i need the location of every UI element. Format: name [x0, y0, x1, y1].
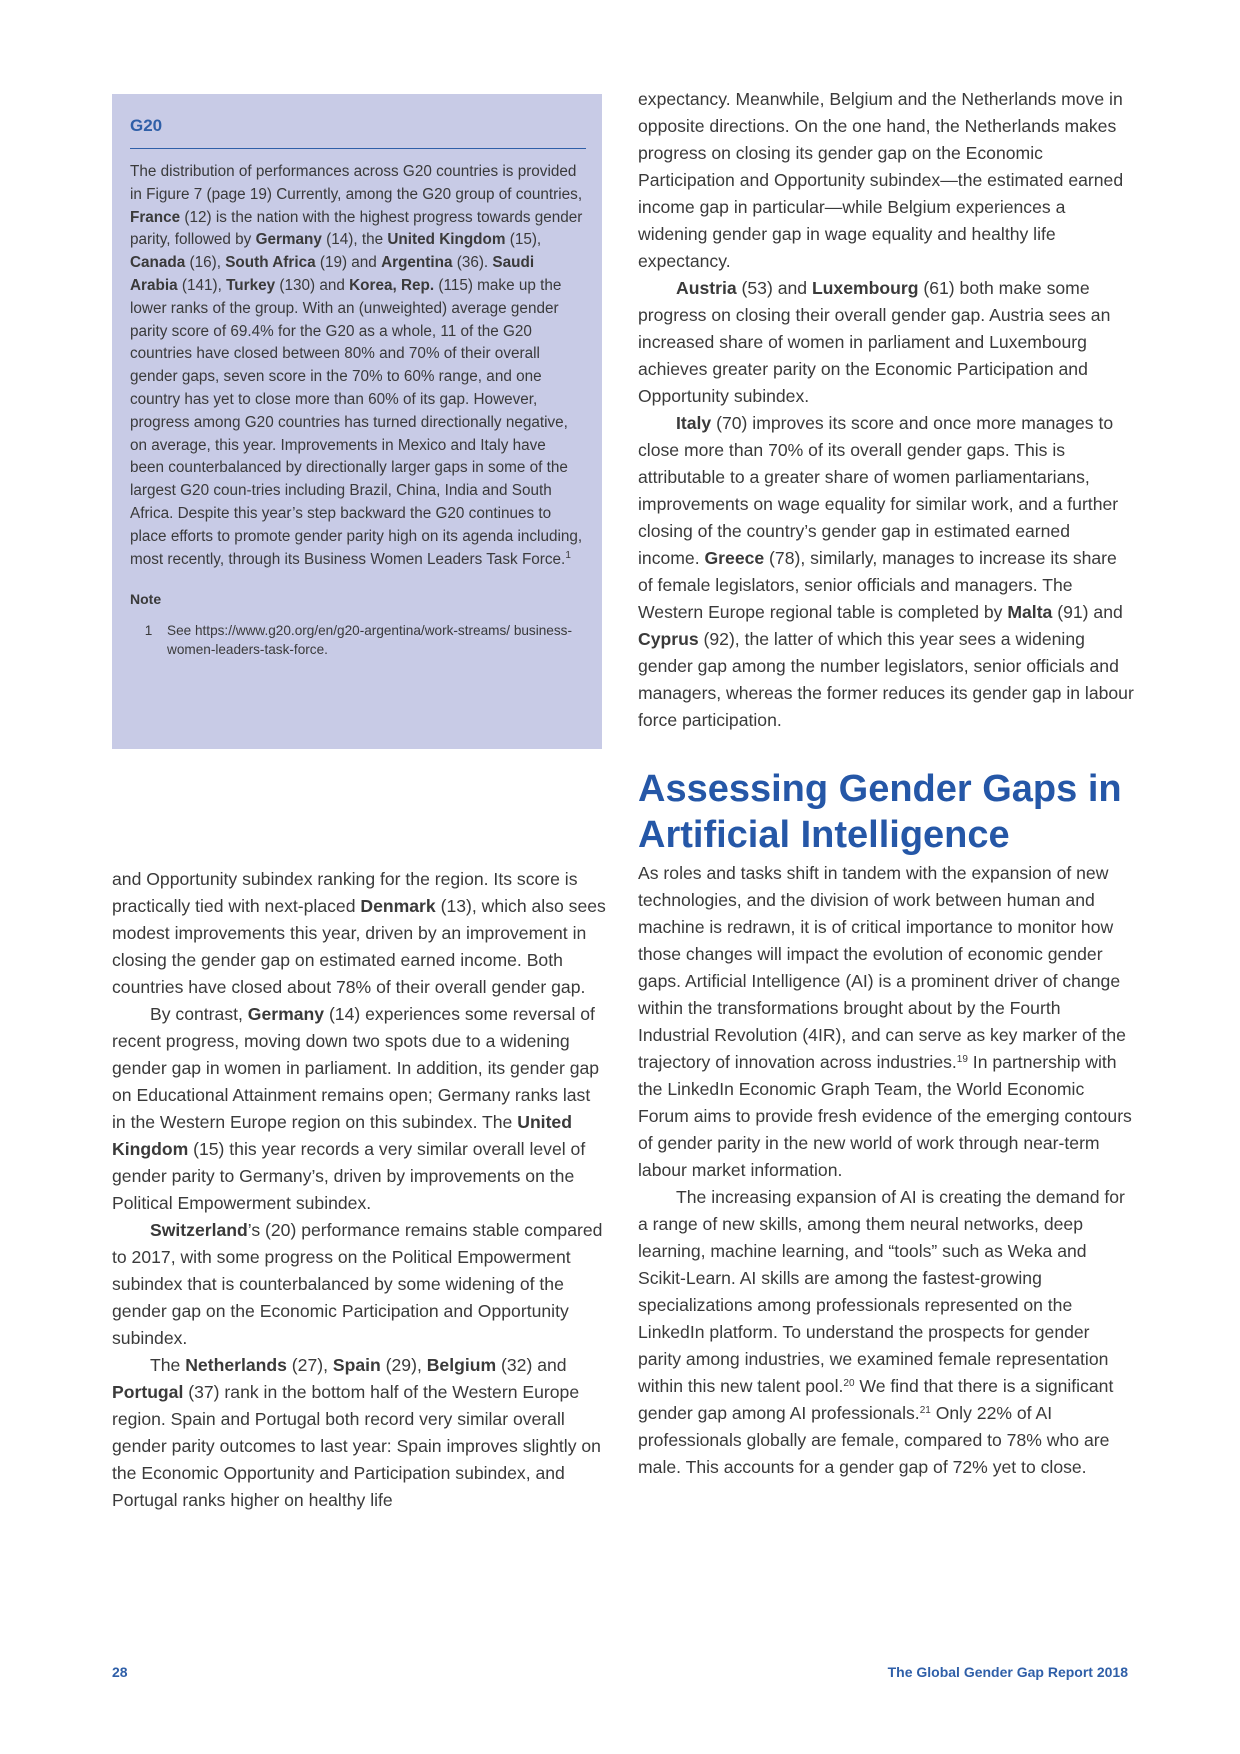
- left-column: [112, 866, 606, 1514]
- text: (37) rank in the bottom half of the Western Europe region. Spain and Portugal both record very similar overall gender parity outcomes to last year: Spain improves slightly on the Economic Opportunity and Participation subindex, and Portugal ranks higher on healthy life: [112, 1382, 601, 1510]
- paragraph: expectancy. Meanwhile, Belgium and the Netherlands move in opposite directions. On the one hand, the Netherlands makes progress on closing its gender gap on the Economic Participation and Opportunity subindex—the estimated earned income gap in particular—while Belgium experiences a widening gender gap in wage equality and healthy life expectancy.: [638, 89, 1124, 271]
- paragraph: [638, 1184, 1134, 1481]
- text: The distribution of performances across G20 countries is provided in Figure 7 (page 19) Currently, among the G20 group of countries,: [130, 163, 583, 203]
- country-germany: Germany: [255, 231, 322, 249]
- text: (13), which also sees modest improvements this year, driven by an improvement in closing the gender gap on estimated earned income. Both countries have closed about 78% of their overall gender gap.: [112, 896, 606, 997]
- text: By contrast,: [150, 1004, 248, 1024]
- text: (32) and: [496, 1355, 567, 1375]
- text: In partnership with the LinkedIn Economic Graph Team, the World Economic Forum aims to provide fresh evidence of the emerging contours of gender parity in the new world of work through near-term labour market information.: [638, 1052, 1132, 1180]
- text: (15),: [505, 231, 542, 249]
- text: (27),: [286, 1355, 333, 1375]
- footnote-text: See https://www.g20.org/en/g20-argentina/work-streams/ business-women-leaders-task-force.: [167, 623, 572, 658]
- country-south-africa: South Africa: [225, 254, 316, 272]
- text: (141),: [177, 276, 227, 294]
- text: (53) and: [736, 278, 812, 298]
- box-divider: [130, 148, 586, 149]
- text: (70) improves its score and once more manages to close more than 70% of its overall gender gaps. This is attributable to a greater share of women parliamentarians, improvements on wage equality for similar work, and a further closing of the country’s gender gap in estimated earned income.: [638, 413, 1119, 568]
- paragraph: [112, 1001, 606, 1217]
- text: (12) is the nation with the highest progress towards gender parity, followed by: [130, 208, 583, 249]
- paragraph: [638, 410, 1134, 734]
- text: (29),: [380, 1355, 427, 1375]
- text: (14) experiences some reversal of recent progress, moving down two spots due to a widening gender gap in women in parliament. In addition, its gender gap on Educational Attainment remains open; Germany ranks last in the Western Europe region on this subindex. The: [112, 1004, 600, 1132]
- text: (14), the: [321, 231, 388, 249]
- country-portugal: Portugal: [112, 1382, 184, 1402]
- note-heading: Note: [130, 591, 162, 608]
- text: (115) make up the lower ranks of the group. With an (unweighted) average gender parity score of 69.4% for the G20 as a whole, 11 of the G20 countries have closed between 80% and 70% of their overall gender gaps, seven score in the 70% to 60% range, and one country has yet to close more than 60% of its gap. However, progress among G20 countries has turned directionally negative, on average, this year. Improvements in Mexico and Italy have been counterbalanced by directionally larger gaps in some of the largest G20 coun-tries including Brazil, China, India and South Africa. Despite this year’s step backward the G20 continues to place efforts to promote gender parity high on its agenda including, most recently, through its Business Women Leaders Task Force.: [130, 276, 583, 568]
- report-title: The Global Gender Gap Report 2018: [887, 1664, 1128, 1680]
- country-turkey: Turkey: [226, 276, 276, 294]
- paragraph: [638, 860, 1134, 1184]
- text: (91) and: [1052, 602, 1123, 622]
- text: The: [150, 1355, 186, 1375]
- text: (130) and: [275, 276, 350, 294]
- paragraph: [112, 866, 606, 1001]
- text: As roles and tasks shift in tandem with the expansion of new technologies, and the division of work between human and machine is redrawn, it is of critical importance to monitor how those changes will impact the evolution of economic gender gaps. Artificial Intelligence (AI) is a prominent driver of change within the transformations brought about by the Fourth Industrial Revolution (4IR), and can serve as key marker of the trajectory of innovation across industries.: [638, 863, 1126, 1072]
- country-korea: Korea, Rep.: [349, 276, 435, 294]
- text: (61) both make some progress on closing their overall gender gap. Austria sees an increased share of women in parliament and Luxembourg achieves greater parity on the Economic Participation and Opportunity subindex.: [638, 278, 1111, 406]
- country-denmark: Denmark: [360, 896, 436, 916]
- right-column-top: [638, 86, 1134, 734]
- country-spain: Spain: [332, 1355, 381, 1375]
- text: We find that there is a significant gender gap among AI professionals.: [638, 1376, 1114, 1423]
- text: The increasing expansion of AI is creating the demand for a range of new skills, among them neural networks, deep learning, machine learning, and “tools” such as Weka and Scikit-Learn. AI skills are among the fastest-growing specializations among professionals represented on the LinkedIn platform. To understand the prospects for gender parity among industries, we examined female representation within this new talent pool.: [638, 1187, 1125, 1396]
- g20-box: [112, 94, 602, 749]
- country-switzerland: Switzerland: [150, 1220, 248, 1240]
- right-column-bottom: [638, 860, 1134, 1481]
- footnote-ref: 19: [956, 1054, 968, 1065]
- box-title: G20: [130, 116, 163, 135]
- page-number: 28: [112, 1664, 128, 1680]
- footnote-ref: 1: [565, 549, 571, 561]
- footnote-ref: 20: [843, 1378, 855, 1389]
- country-italy: Italy: [676, 413, 712, 433]
- box-paragraph: [130, 161, 584, 571]
- section-heading: Assessing Gender Gaps in Artificial Intelligence: [638, 768, 1122, 856]
- paragraph: [112, 1217, 606, 1352]
- country-greece: Greece: [704, 548, 765, 568]
- text: (15) this year records a very similar overall level of gender parity to Germany’s, driven by improvements on the Political Empowerment subindex.: [112, 1139, 586, 1213]
- footnote-ref: 21: [919, 1405, 931, 1416]
- text: and Opportunity subindex ranking for the region. Its score is practically tied with next-placed: [112, 869, 578, 916]
- footnote-number: 1: [144, 623, 153, 639]
- text: (78), similarly, manages to increase its share of female legislators, senior officials and managers. The Western Europe regional table is completed by: [638, 548, 1117, 622]
- country-luxembourg: Luxembourg: [811, 278, 919, 298]
- text: (92), the latter of which this year sees a widening gender gap among the number legislators, senior officials and managers, whereas the former reduces its gender gap in labour force participation.: [638, 629, 1134, 730]
- country-uk: United Kingdom: [387, 231, 506, 249]
- country-belgium: Belgium: [426, 1355, 497, 1375]
- paragraph: [112, 1352, 606, 1514]
- country-france: France: [130, 208, 181, 226]
- country-malta: Malta: [1007, 602, 1053, 622]
- country-canada: Canada: [130, 254, 186, 272]
- text: (36).: [452, 254, 493, 272]
- text: Only 22% of AI professionals globally are female, compared to 78% who are male. This accounts for a gender gap of 72% yet to close.: [638, 1403, 1110, 1477]
- paragraph: [638, 275, 1134, 410]
- text: (19) and: [315, 254, 382, 272]
- country-uk: United Kingdom: [112, 1112, 572, 1159]
- country-germany: Germany: [247, 1004, 325, 1024]
- text: (16),: [185, 254, 226, 272]
- country-saudi-arabia: Saudi Arabia: [130, 254, 535, 294]
- country-cyprus: Cyprus: [638, 629, 699, 649]
- footnote: [130, 621, 584, 659]
- country-argentina: Argentina: [381, 254, 453, 272]
- country-austria: Austria: [676, 278, 737, 298]
- text: ’s (20) performance remains stable compared to 2017, with some progress on the Political Empowerment subindex that is counterbalanced by some widening of the gender gap on the Economic Participation and Opportunity subindex.: [112, 1220, 603, 1348]
- country-netherlands: Netherlands: [185, 1355, 287, 1375]
